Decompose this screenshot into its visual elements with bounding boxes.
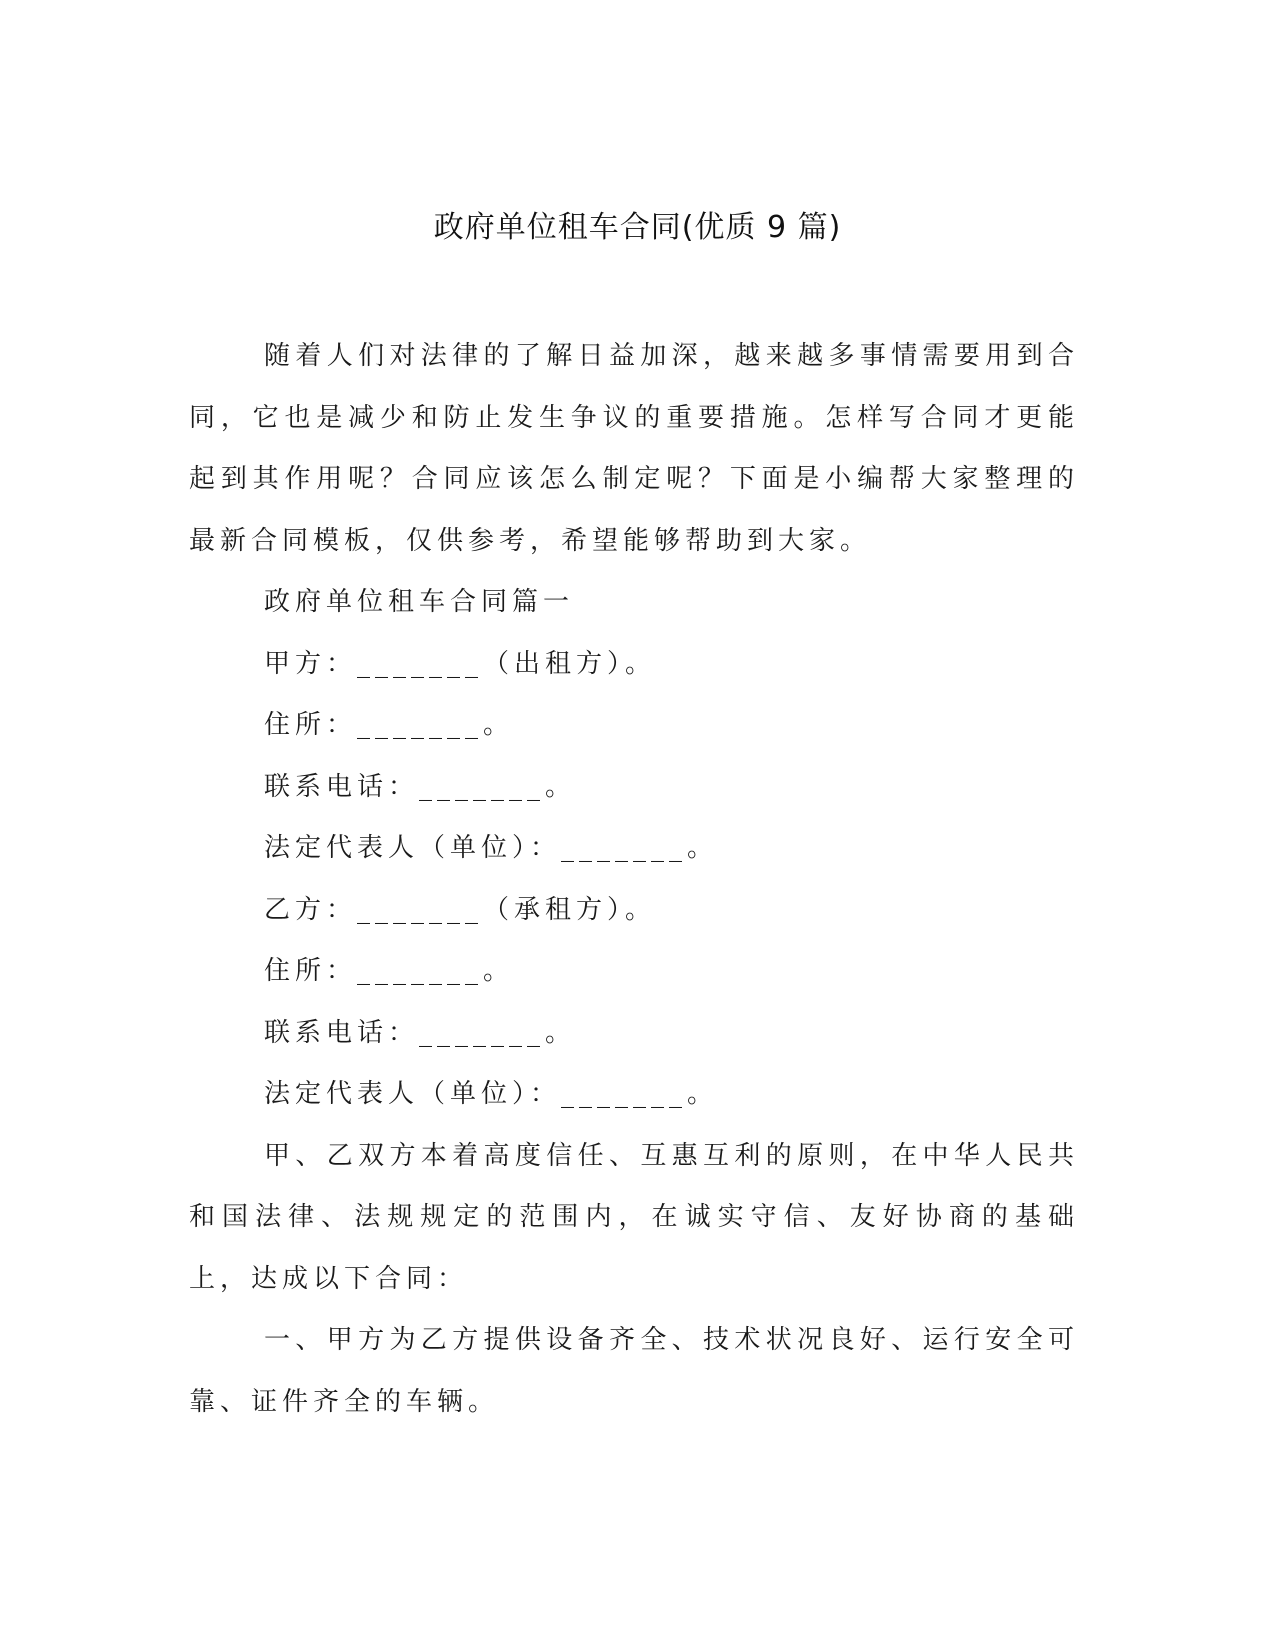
intro-paragraph: 随着人们对法律的了解日益加深，越来越多事情需要用到合同，它也是减少和防止发生争议的重要措施。怎样写合同才更能起到其作用呢？合同应该怎么制定呢？下面是小编帮大家整理的最新合同模板，仅供参考，希望能够帮助到大家。 xyxy=(189,341,1079,556)
party-b-representative-line: 法定代表人（单位）：_______。 xyxy=(264,1079,719,1109)
section-heading: 政府单位租车合同篇一 xyxy=(264,587,575,617)
agreement-paragraph: 甲、乙双方本着高度信任、互惠互利的原则，在中华人民共和国法律、法规规定的范围内，在诚实守信、友好协商的基础上，达成以下合同： xyxy=(189,1140,1079,1294)
clause-one-paragraph: 一、甲方为乙方提供设备齐全、技术状况良好、运行安全可靠、证件齐全的车辆。 xyxy=(189,1325,1079,1417)
document-title: 政府单位租车合同(优质 9 篇) xyxy=(433,210,842,245)
party-a-address-line: 住所：_______。 xyxy=(264,710,515,740)
party-b-phone-line: 联系电话：_______。 xyxy=(264,1017,577,1048)
party-b-address-line: 住所：_______。 xyxy=(264,956,515,986)
party-b-name-line: 乙方：_______（承租方）。 xyxy=(264,894,657,925)
party-a-phone-line: 联系电话：_______。 xyxy=(264,771,577,802)
document-body xyxy=(189,326,1079,1433)
party-a-representative-line: 法定代表人（单位）：_______。 xyxy=(264,833,719,863)
party-a-name-line: 甲方：_______（出租方）。 xyxy=(264,648,657,679)
